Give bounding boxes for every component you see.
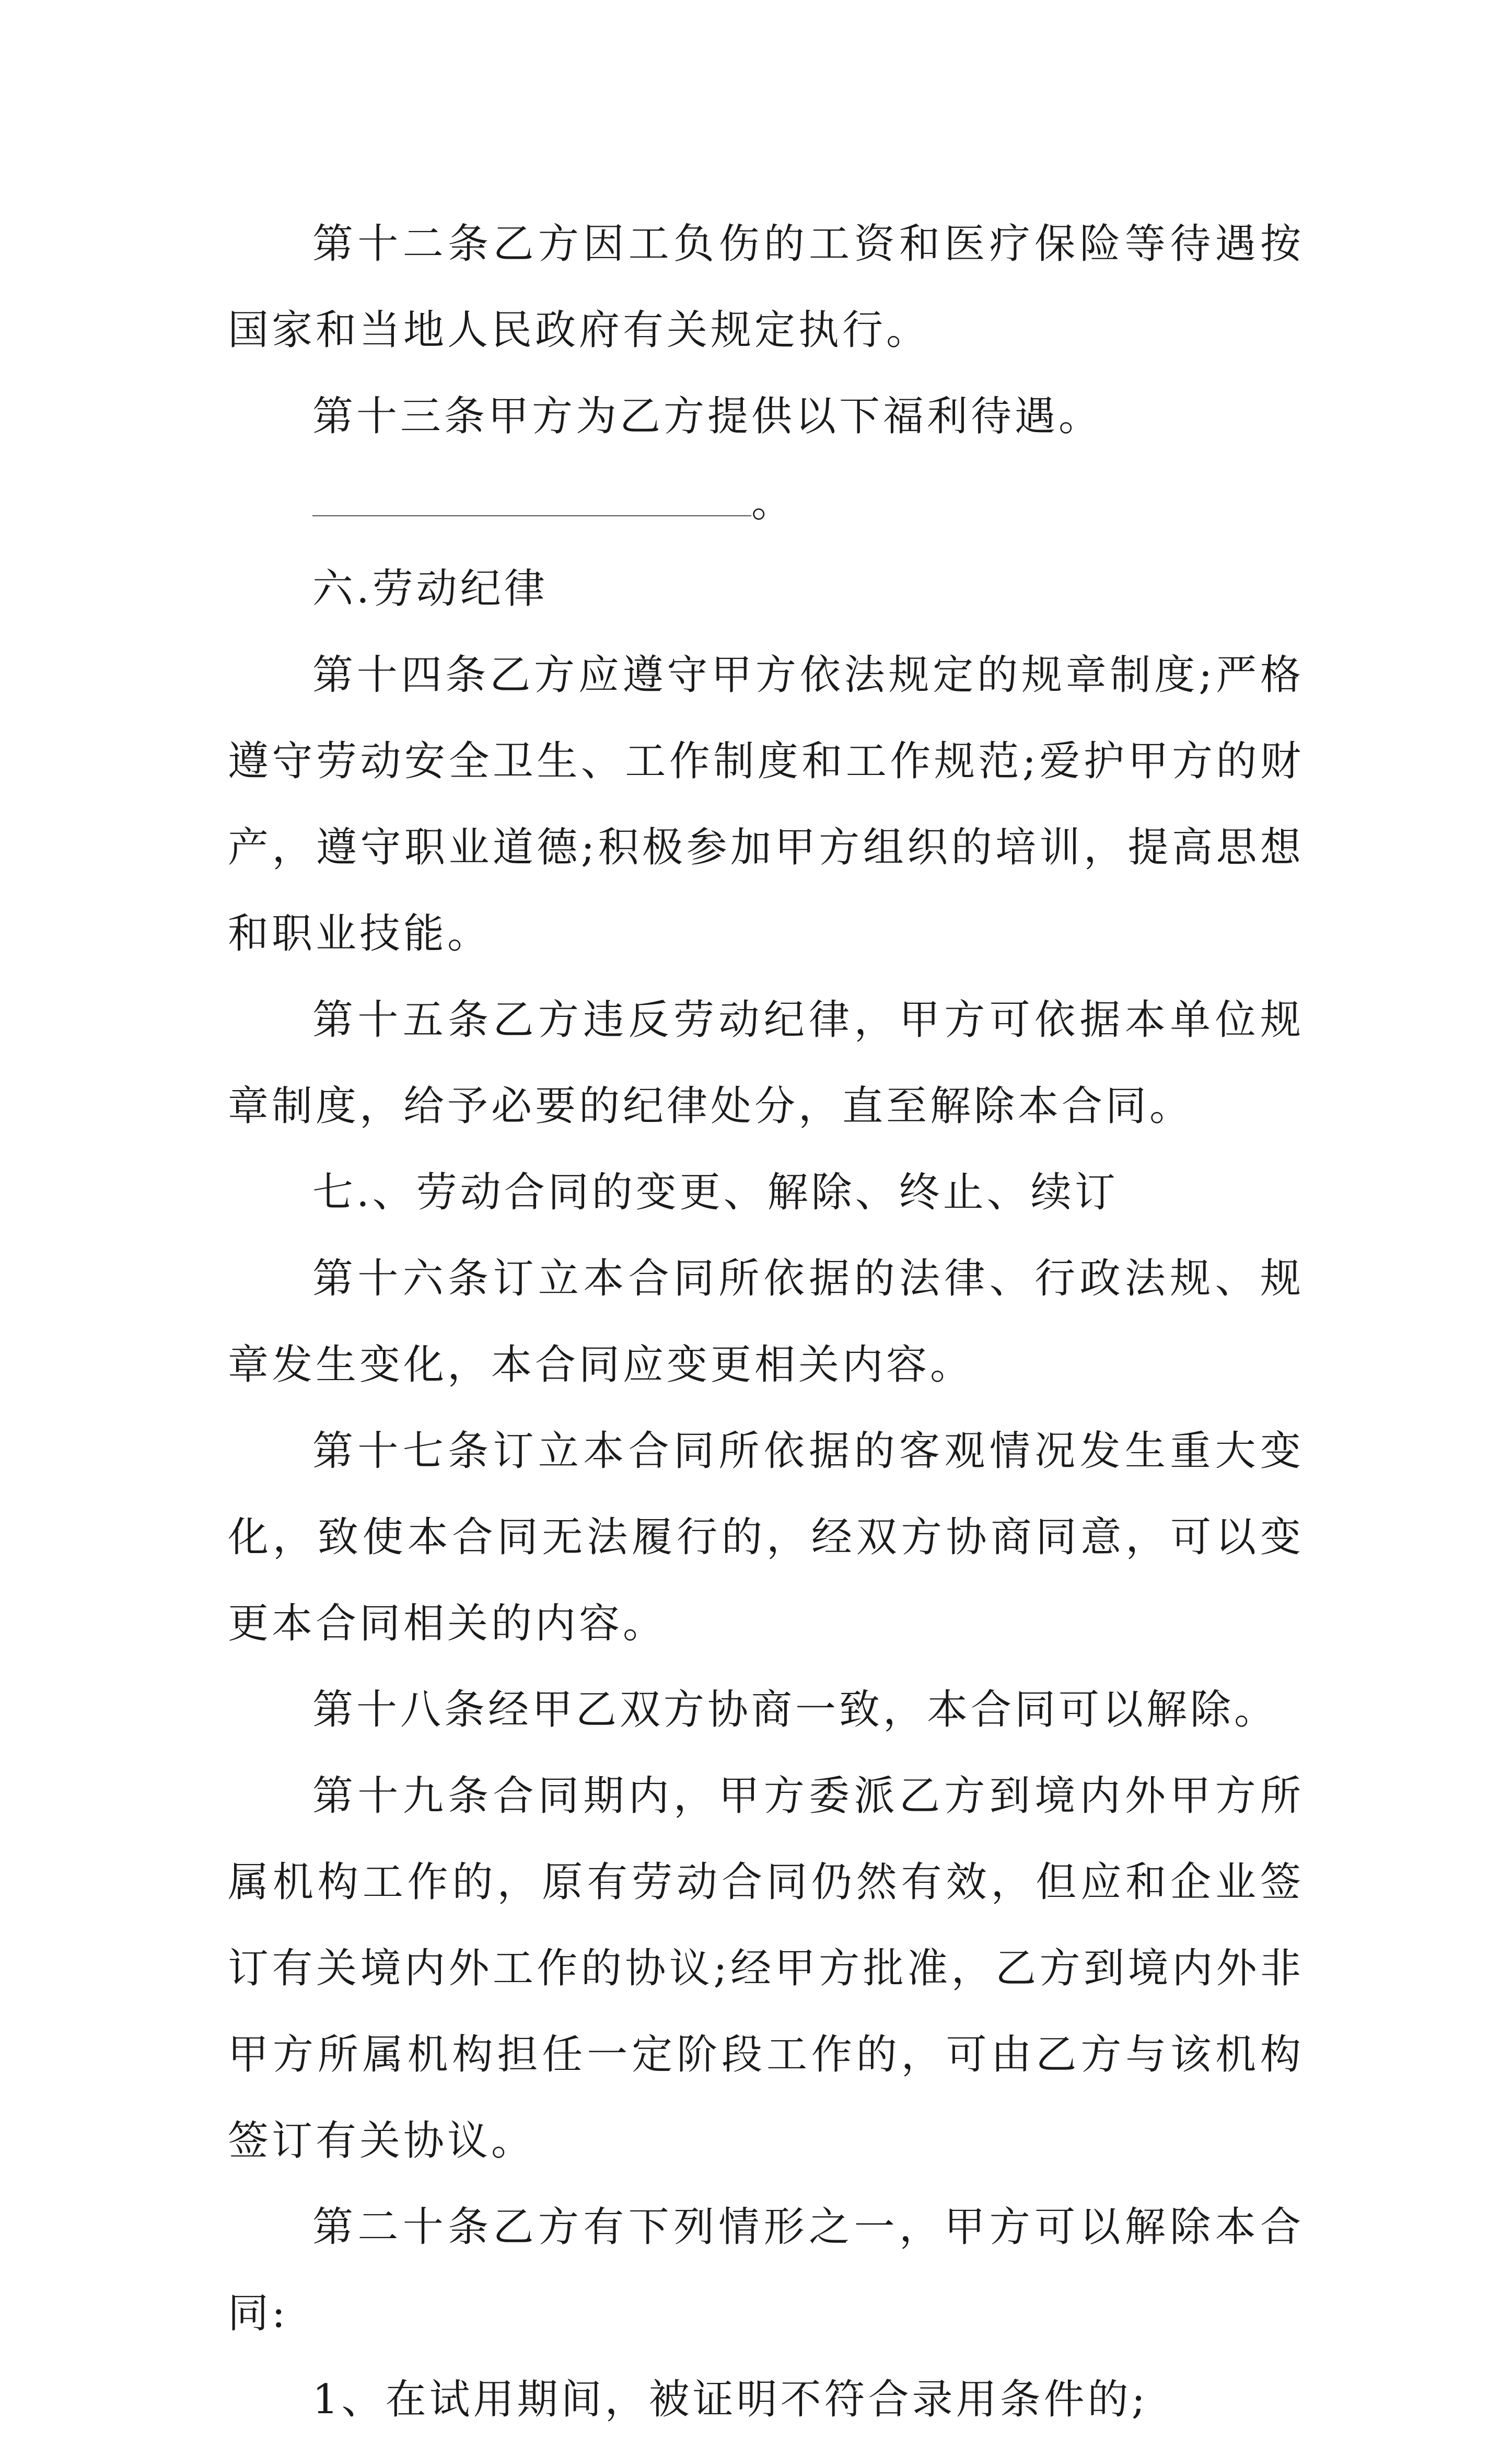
article-12: 第十二条乙方因工负伤的工资和医疗保险等待遇按国家和当地人民政府有关规定执行。 xyxy=(228,221,1304,354)
article-14: 第十四条乙方应遵守甲方依法规定的规章制度;严格遵守劳动安全卫生、工作制度和工作规范;爱护甲方的财产，遵守职业道德;积极参加甲方组织的培训，提高思想和职业技能。 xyxy=(228,652,1304,957)
article-13: 第十三条甲方为乙方提供以下福利待遇。 xyxy=(312,393,1103,440)
section-heading-labor-discipline: 六.劳动纪律 xyxy=(312,565,548,612)
article-18: 第十八条经甲乙双方协商一致，本合同可以解除。 xyxy=(312,1686,1278,1733)
article-20: 第二十条乙方有下列情形之一，甲方可以解除本合同: xyxy=(228,2204,1304,2337)
article-16: 第十六条订立本合同所依据的法律、行政法规、规章发生变化，本合同应变更相关内容。 xyxy=(228,1255,1304,1388)
blank-suffix: 。 xyxy=(751,479,796,526)
section-heading-contract-changes: 七.、劳动合同的变更、解除、终止、续订 xyxy=(312,1169,1119,1216)
article-19: 第十九条合同期内，甲方委派乙方到境内外甲方所属机构工作的，原有劳动合同仍然有效，但应和企业签订有关境内外工作的协议;经甲方批准，乙方到境内外非甲方所属机构担任一定阶段工作的，可由乙方与该机构签订有关协议。 xyxy=(228,1773,1304,2164)
article-17: 第十七条订立本合同所依据的客观情况发生重大变化，致使本合同无法履行的，经双方协商同意，可以变更本合同相关的内容。 xyxy=(228,1428,1304,1647)
clause-1: 1、在试用期间，被证明不符合录用条件的; xyxy=(312,2376,1148,2423)
blank-underline xyxy=(312,515,751,516)
blank-fill-line xyxy=(228,460,1304,546)
article-15: 第十五条乙方违反劳动纪律，甲方可依据本单位规章制度，给予必要的纪律处分，直至解除本合同。 xyxy=(228,997,1304,1130)
document-body xyxy=(228,201,1304,2443)
